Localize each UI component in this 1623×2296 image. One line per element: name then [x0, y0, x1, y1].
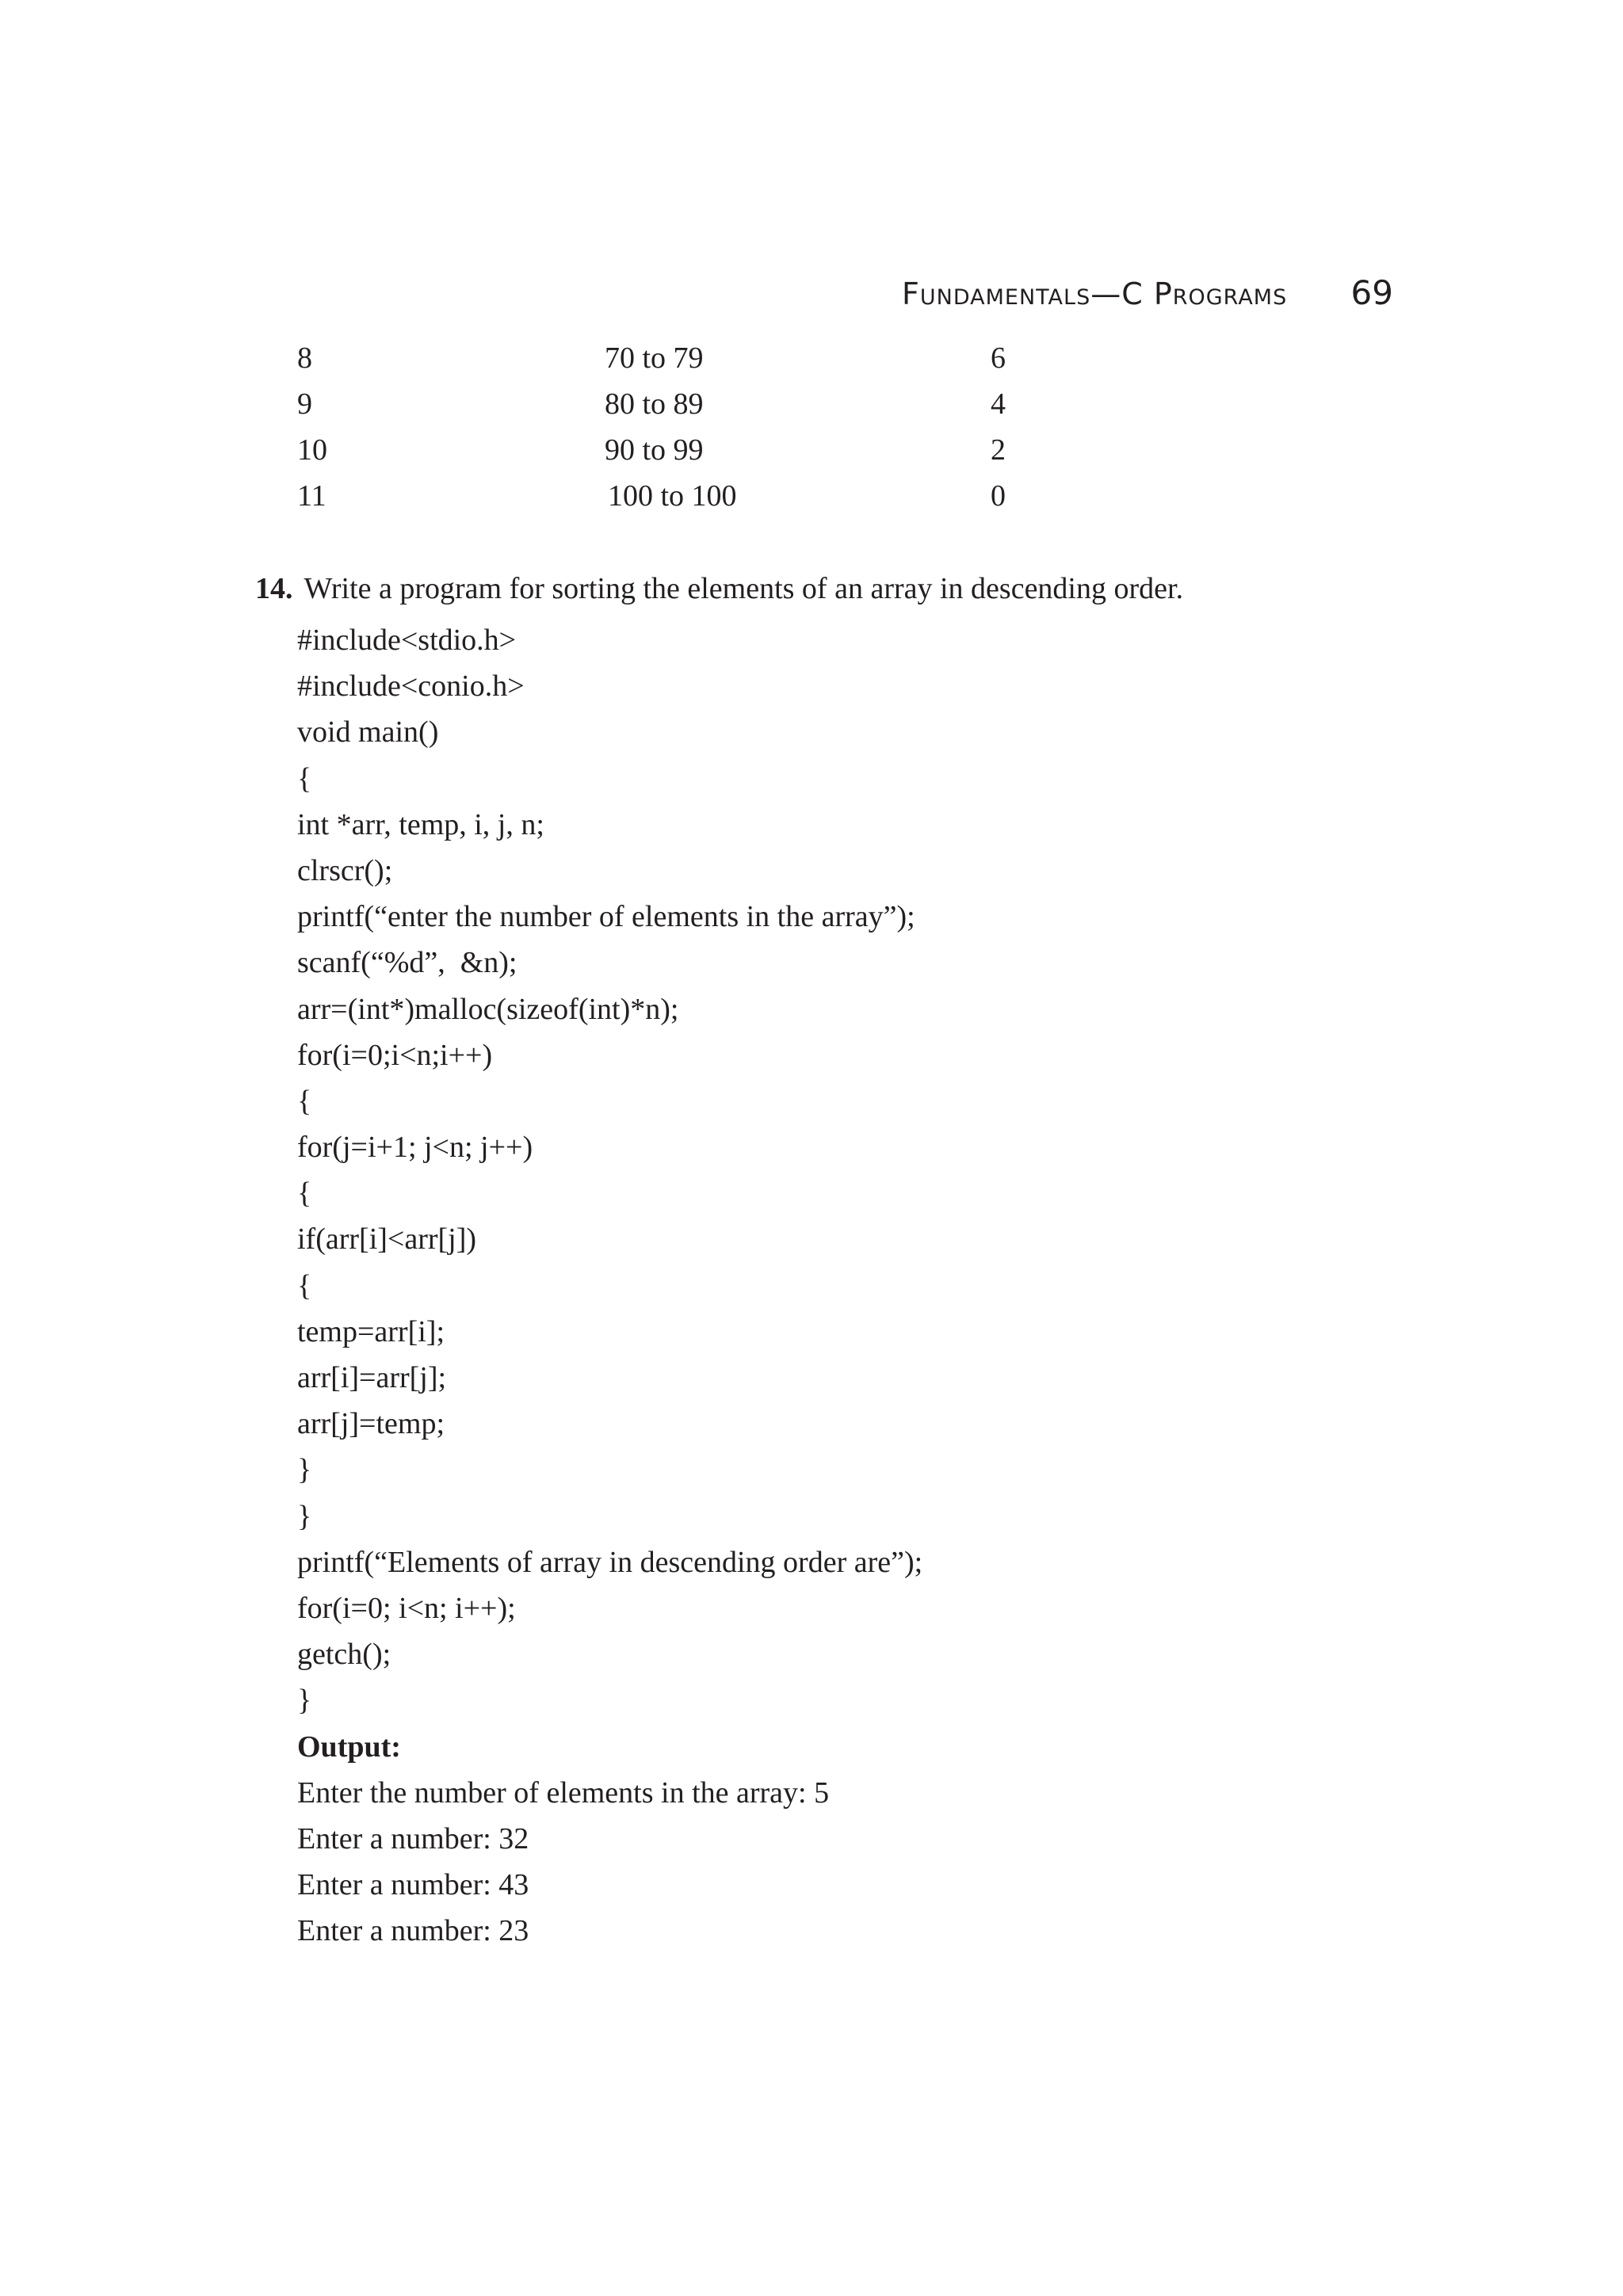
code-line: #include<conio.h>	[297, 669, 525, 704]
question-number: 14.	[255, 572, 293, 605]
code-line: clrscr();	[297, 853, 393, 887]
code-line: for(j=i+1; j<n; j++)	[297, 1131, 533, 1165]
code-line: void main()	[297, 715, 439, 749]
code-line: for(i=0;i<n;i++)	[297, 1038, 493, 1072]
code-line: arr[i]=arr[j];	[297, 1361, 447, 1394]
table-cell: 9	[297, 387, 312, 421]
output-line: Enter the number of elements in the array: 5	[297, 1775, 830, 1810]
output-line: Enter a number: 43	[297, 1868, 529, 1902]
code-listing	[297, 617, 922, 1954]
table-cell: 10	[297, 433, 327, 467]
code-line: scanf(“%d”, &n);	[297, 946, 517, 980]
table-cell: 11	[297, 479, 327, 513]
code-line: printf(“enter the number of elements in the array”);	[297, 900, 915, 934]
table-cell: 0	[991, 479, 1006, 513]
code-line: arr[j]=temp;	[297, 1407, 445, 1441]
code-line: {	[297, 1177, 312, 1211]
code-line: int *arr, temp, i, j, n;	[297, 807, 544, 841]
table-cell: 6	[991, 341, 1006, 375]
code-line: for(i=0; i<n; i++);	[297, 1591, 516, 1625]
code-line: }	[297, 1684, 312, 1718]
code-line: {	[297, 761, 312, 795]
question-text: Write a program for sorting the elements of an array in descending order.	[304, 572, 1184, 605]
code-line: printf(“Elements of array in descending order are”);	[297, 1545, 923, 1579]
table-cell: 4	[991, 387, 1006, 421]
code-line: #include<stdio.h>	[297, 624, 517, 657]
table-cell: 80 to 89	[605, 387, 704, 421]
page-number: 69	[1350, 273, 1393, 312]
code-line: }	[297, 1499, 312, 1533]
code-line: getch();	[297, 1638, 391, 1672]
code-line: arr=(int*)malloc(sizeof(int)*n);	[297, 992, 679, 1026]
table-cell: 2	[991, 433, 1006, 467]
code-line: }	[297, 1453, 312, 1487]
table-cell: 100 to 100	[608, 479, 737, 513]
code-line: temp=arr[i];	[297, 1314, 445, 1348]
output-heading: Output:	[297, 1730, 401, 1764]
code-line: {	[297, 1084, 312, 1118]
table-cell: 8	[297, 341, 312, 375]
table-cell: 90 to 99	[605, 433, 704, 467]
running-head	[902, 273, 1393, 321]
running-title: Fundamentals—C Programs	[902, 277, 1288, 311]
code-line: if(arr[i]<arr[j])	[297, 1222, 477, 1257]
output-line: Enter a number: 32	[297, 1821, 529, 1855]
question	[255, 571, 1183, 606]
output-line: Enter a number: 23	[297, 1914, 529, 1948]
table-cell: 70 to 79	[605, 341, 704, 375]
code-line: {	[297, 1268, 312, 1302]
